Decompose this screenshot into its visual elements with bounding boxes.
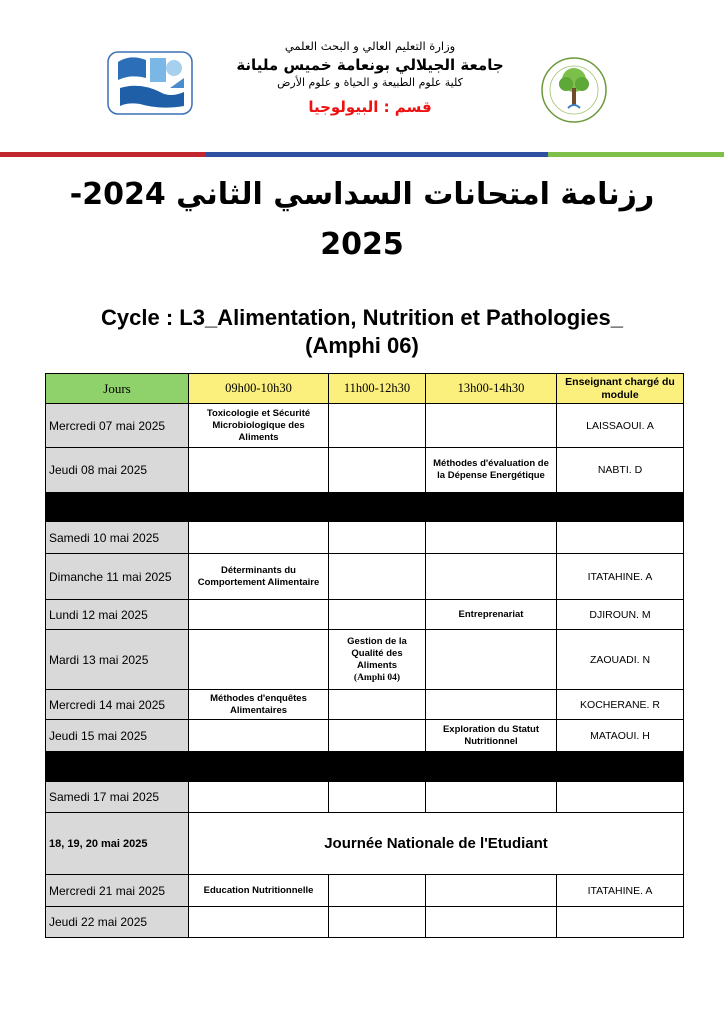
exam-cell: [329, 720, 426, 752]
col-header-slot2: 11h00-12h30: [329, 374, 426, 404]
col-header-teacher: Enseignant chargé du module: [557, 374, 684, 404]
exam-cell: [329, 448, 426, 493]
page-title: رزنامة امتحانات السداسي الثاني 2024-2025: [69, 177, 655, 262]
department-name: قسم : البيولوجيا: [308, 98, 432, 116]
table-row: [46, 600, 684, 630]
table-row: [46, 404, 684, 448]
header-row: [46, 374, 684, 404]
separator-cell: [557, 493, 684, 522]
separator-row: [46, 493, 684, 522]
exam-cell: [329, 907, 426, 938]
cycle-heading: [40, 304, 684, 360]
exam-cell: Toxicologie et Sécurité Microbiologique des Aliments: [189, 404, 329, 448]
amphi-line: (Amphi 06): [305, 333, 419, 358]
separator-cell: [329, 493, 426, 522]
exam-cell: [189, 448, 329, 493]
event-cell: Journée Nationale de l'Etudiant: [189, 813, 684, 875]
day-cell: Samedi 10 mai 2025: [46, 522, 189, 554]
table-row: [46, 690, 684, 720]
day-cell: Jeudi 15 mai 2025: [46, 720, 189, 752]
day-cell: Dimanche 11 mai 2025: [46, 554, 189, 600]
teacher-cell: NABTI. D: [557, 448, 684, 493]
exam-cell: [426, 630, 557, 690]
table-row: [46, 720, 684, 752]
exam-cell: [189, 782, 329, 813]
separator-row: [46, 752, 684, 782]
exam-cell: Exploration du Statut Nutritionnel: [426, 720, 557, 752]
university-name: جامعة الجيلالي بونعامة خميس مليانة: [236, 56, 504, 74]
exam-cell: [189, 522, 329, 554]
exam-cell: Méthodes d'enquêtes Alimentaires: [189, 690, 329, 720]
exam-cell: Déterminants du Comportement Alimentaire: [189, 554, 329, 600]
day-cell: Mercredi 07 mai 2025: [46, 404, 189, 448]
table-row: [46, 907, 684, 938]
day-cell: Mardi 13 mai 2025: [46, 630, 189, 690]
teacher-cell: [557, 522, 684, 554]
table-row: [46, 782, 684, 813]
exam-cell: [189, 720, 329, 752]
exam-cell: [329, 600, 426, 630]
separator-cell: [426, 752, 557, 782]
teacher-cell: LAISSAOUI. A: [557, 404, 684, 448]
separator-cell: [46, 752, 189, 782]
separator-cell: [46, 493, 189, 522]
table-row: [46, 813, 684, 875]
teacher-cell: DJIROUN. M: [557, 600, 684, 630]
exam-cell: [426, 554, 557, 600]
day-cell: Lundi 12 mai 2025: [46, 600, 189, 630]
exam-schedule-table: [45, 373, 684, 938]
exam-cell: [329, 875, 426, 907]
exam-cell: [426, 690, 557, 720]
teacher-cell: [557, 782, 684, 813]
exam-cell: [426, 782, 557, 813]
room-note: (Amphi 04): [353, 672, 401, 683]
teacher-cell: ITATAHINE. A: [557, 875, 684, 907]
exam-cell: [329, 630, 426, 690]
separator-cell: [329, 752, 426, 782]
exam-cell: [329, 554, 426, 600]
exam-cell: [329, 782, 426, 813]
ministry-name: وزارة التعليم العالي و البحث العلمي: [284, 39, 456, 53]
teacher-cell: MATAOUI. H: [557, 720, 684, 752]
day-cell: Jeudi 08 mai 2025: [46, 448, 189, 493]
stripe-blue: [206, 152, 548, 157]
cycle-line: Cycle : L3_Alimentation, Nutrition et Pathologies_: [101, 305, 623, 330]
exam-cell: [426, 522, 557, 554]
header: [0, 0, 724, 160]
table-row: [46, 875, 684, 907]
day-cell: 18, 19, 20 mai 2025: [46, 813, 189, 875]
exam-cell: [189, 907, 329, 938]
exam-cell: Entreprenariat: [426, 600, 557, 630]
faculty-name: كلية علوم الطبيعة و الحياة و علوم الأرض: [277, 76, 463, 89]
teacher-cell: KOCHERANE. R: [557, 690, 684, 720]
exam-cell: [189, 600, 329, 630]
exam-cell: Education Nutritionnelle: [189, 875, 329, 907]
separator-cell: [189, 493, 329, 522]
teacher-cell: ITATAHINE. A: [557, 554, 684, 600]
table-row: [46, 448, 684, 493]
university-logo-icon: [100, 48, 200, 118]
exam-cell: [426, 875, 557, 907]
faculty-tree-logo-icon: [540, 50, 608, 130]
exam-cell: Méthodes d'évaluation de la Dépense Energétique: [426, 448, 557, 493]
separator-cell: [189, 752, 329, 782]
table-row: [46, 522, 684, 554]
exam-cell: [329, 404, 426, 448]
exam-cell: [189, 630, 329, 690]
day-cell: Mercredi 14 mai 2025: [46, 690, 189, 720]
teacher-cell: ZAOUADI. N: [557, 630, 684, 690]
day-cell: Samedi 17 mai 2025: [46, 782, 189, 813]
exam-cell: [426, 404, 557, 448]
col-header-slot3: 13h00-14h30: [426, 374, 557, 404]
exam-cell: [426, 907, 557, 938]
day-cell: Jeudi 22 mai 2025: [46, 907, 189, 938]
teacher-cell: [557, 907, 684, 938]
stripe-green: [548, 152, 724, 157]
table-row: [46, 554, 684, 600]
stripe-red: [0, 152, 206, 157]
col-header-jours: Jours: [46, 374, 189, 404]
col-header-slot1: 09h00-10h30: [189, 374, 329, 404]
exam-cell: [329, 690, 426, 720]
separator-cell: [426, 493, 557, 522]
exam-cell: [329, 522, 426, 554]
institution-block: [200, 38, 540, 119]
exam-title: Gestion de la Qualité des Aliments: [347, 635, 407, 671]
day-cell: Mercredi 21 mai 2025: [46, 875, 189, 907]
table-row: [46, 630, 684, 690]
separator-cell: [557, 752, 684, 782]
